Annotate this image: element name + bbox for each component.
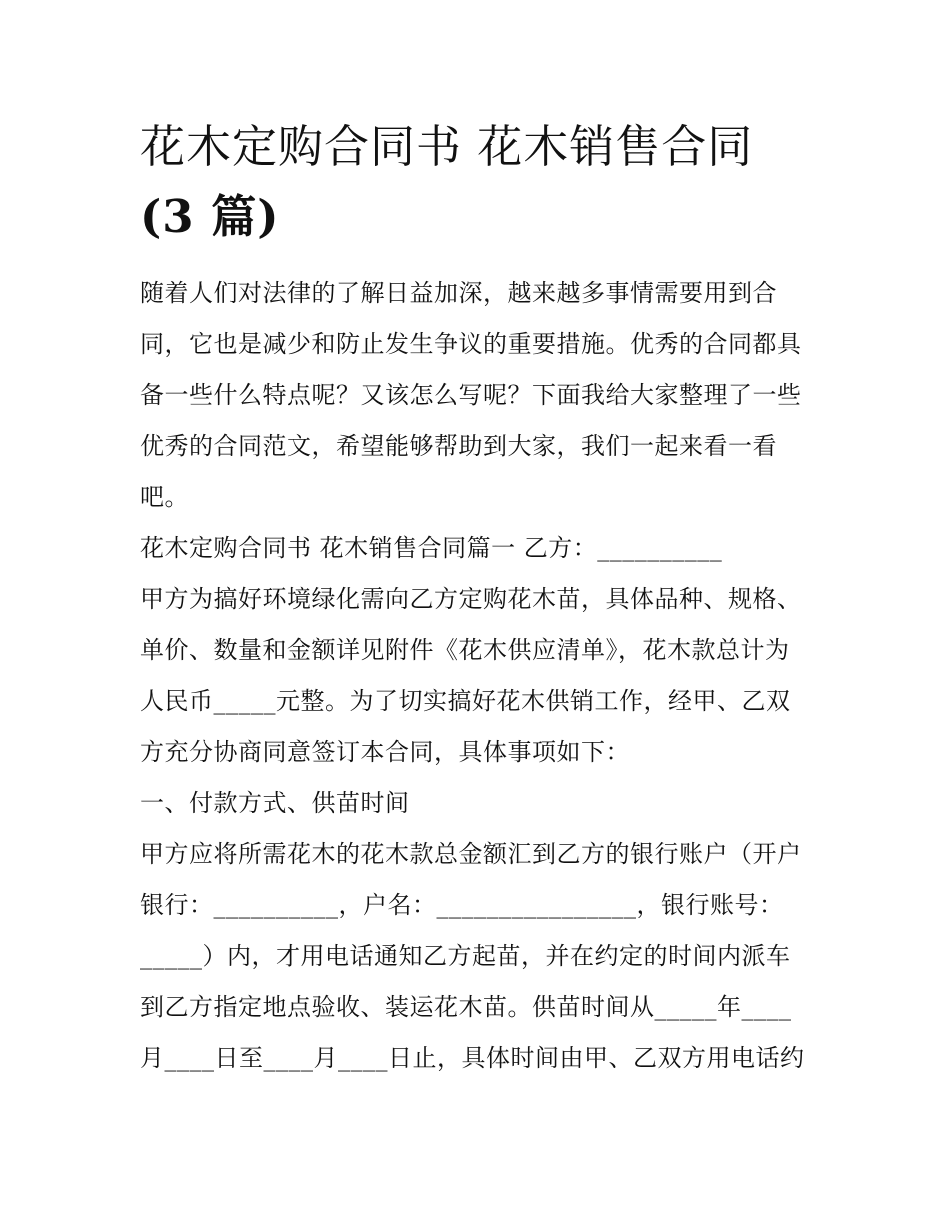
body-line: 甲方为搞好环境绿化需向乙方定购花木苗，具体品种、规格、 xyxy=(140,585,802,613)
body-line: 方充分协商同意签订本合同，具体事项如下： xyxy=(140,738,630,766)
body-line: 随着人们对法律的了解日益加深，越来越多事情需要用到合 xyxy=(140,279,777,307)
body-line: 吧。 xyxy=(140,483,189,511)
body-line: 单价、数量和金额详见附件《花木供应清单》，花木款总计为 xyxy=(140,636,790,664)
body-line: 人民币_____元整。为了切实搞好花木供销工作，经甲、乙双 xyxy=(140,687,791,715)
body-line: _____）内，才用电话通知乙方起苗，并在约定的时间内派车 xyxy=(140,942,791,970)
body-line: 到乙方指定地点验收、装运花木苗。供苗时间从_____年____ xyxy=(140,993,792,1021)
body-line: 月____日至____月____日止，具体时间由甲、乙双方用电话约 xyxy=(140,1044,805,1072)
clause-heading: 一、付款方式、供苗时间 xyxy=(140,789,410,817)
body-line: 甲方应将所需花木的花木款总金额汇到乙方的银行账户（开户 xyxy=(140,840,802,868)
body-line: 同，它也是减少和防止发生争议的重要措施。优秀的合同都具 xyxy=(140,330,802,358)
document-body xyxy=(140,268,820,1084)
body-line: 银行：__________，户名：________________，银行账号： xyxy=(140,891,784,919)
document-title xyxy=(140,112,820,252)
title-line-2: (3 篇) xyxy=(140,190,280,243)
body-line: 优秀的合同范文，希望能够帮助到大家，我们一起来看一看 xyxy=(140,432,777,460)
document-page xyxy=(140,112,820,1084)
title-line-1: 花木定购合同书 花木销售合同 xyxy=(140,120,754,173)
body-line: 备一些什么特点呢？又该怎么写呢？下面我给大家整理了一些 xyxy=(140,381,802,409)
section-heading: 花木定购合同书 花木销售合同篇一 乙方：__________ xyxy=(140,534,723,562)
